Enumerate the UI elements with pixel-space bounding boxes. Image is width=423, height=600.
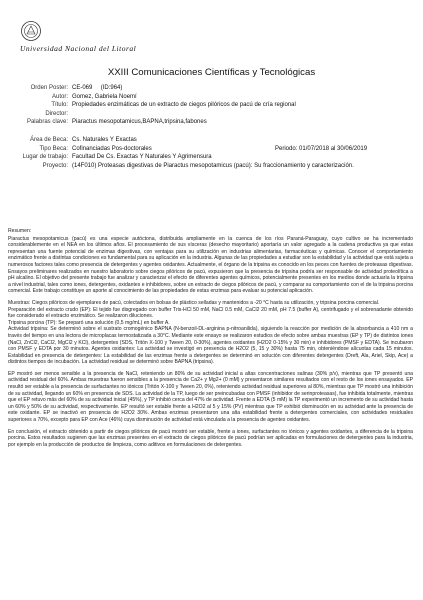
resumen-heading: Resumen:	[8, 228, 32, 234]
paragraph-actividad: Actividad tripsina: Se determinó sobre el sustrato cromogénico BAPNA (N-benzoil-DL-arginina p-nitroanilida), siguiendo la reacción por medición de la absorbancia a 410 nm a través del tiempo en una lectora de microplacas termostatizada a 30°C. Mediante este ensayo se realizaron estudios de efecto sobre ambas muestras (EP y TP) de distintos iones (NaCl, ZnCl2, CaCl2, MgCl2 y KCl), detergentes (SDS, Tritón X-100 y Tween 20, 0-30%), agentes oxidantes (H2O2 0-15% y 30 min) e inhibidores (PMSF y EDTA). Se incubaron con PMSF y EDTA por 30 minutos. Agentes oxidantes: La actividad se investigó en presencia de H2O2 (5, 15 y 30%) hasta 75 min, obteniéndose alícuotas cada 15 minutos. Estabilidad en presencia de detergentes: La estabilidad de las enzimas frente a detergentes se determinó en solución con diferentes detergentes (Dreft, Ala, Ariel, Skip, Ace) a distintos tiempos de incubación. La actividad residual se determinó sobre BAPNA (tripsina).	[8, 326, 413, 366]
meta-gap	[0, 127, 423, 136]
orden-value-group	[72, 84, 122, 93]
autor-label: Autor:	[51, 93, 68, 100]
paragraph-conclusion: En conclusión, el extracto obtenido a partir de ciegos pilóricos de pacú mostró ser estable, frente a iones, surfactantes no iónicos y agentes oxidantes, a diferencia de la tripsina porcina. Estos resultados sugieren que las enzimas presentes en el extracto de ciegos pilóricos de pacú podrían ser aplicadas en formulaciones de detergentes para la industria, por ejemplo en la producción de productos de limpieza, como aditivos en formulaciones de detergentes.	[8, 428, 413, 448]
autor-value: Gomez, Gabriela Noemí	[72, 93, 137, 100]
meta-row-titulo	[0, 101, 423, 110]
meta-row-autor	[0, 93, 423, 102]
meta-row-tipo	[0, 145, 423, 154]
page-title: XXIII Comunicaciones Científicas y Tecnológicas	[107, 67, 316, 78]
paragraph-muestras: Muestras: Ciegos pilóricos de ejemplares de pacú, colectados en bolsas de plástico selladas y mantenidos a -20 °C hasta su utilización, y tripsina porcina comercial.	[8, 299, 380, 306]
paragraph-intro: Piaractus mesopotamicus (pacú) es una especie autóctona, distribuida ampliamente en la cuenca de los ríos Paraná-Paraguay, cuyo cultivo se ha incrementado considerablemente en el NEA en los últimos años. El procesamiento de sus vísceras (desecho mayoritario) aportaría un valor agregado a la cadena productiva ya que estas representan una fuente potencial de enzimas digestivas, con ventajas para su utilización en industrias alimentarias, farmacéuticas y químicas. Conocer el comportamiento enzimático frente a distintas condiciones es fundamental para su aplicación en la industria. Algunas de las propiedades a estudiar son la estabilidad y la actividad que está sujeta a numerosos factores tales como presencia de detergentes y agentes oxidantes. Actualmente, el órgano de la tripsina es conocido en los peces con fuentes de proteasas digestivas. Ensayos preliminares realizados en nuestro laboratorio sobre ciegos pilóricos de pacú, expusieron que la presencia de tripsina podría ser responsable de actividad proteolítica a pH alcalino. El objetivo del presente trabajo fue analizar y caracterizar el efecto de diferentes agentes químicos, potencialmente presentes en los medios donde actuaría la tripsina a nivel industrial, tales como iones, detergentes, oxidantes e inhibidores, sobre un extracto de ciegos pilóricos de pacú, y comparar su comportamiento con el de la tripsina porcina comercial. Este trabajo constituye un aporte al conocimiento de las propiedades de estas enzimas para evaluar su potencial aplicación.	[8, 235, 413, 295]
proyecto-label: Proyecto:	[42, 162, 68, 169]
paragraph-tripsina: Tripsina porcina (TP): Se preparó una solución (0,5 mg/mL) en buffer A.	[8, 319, 170, 326]
lugar-value: Facultad De Cs. Exactas Y Naturales Y Agrimensura	[72, 154, 212, 161]
meta-row-director	[0, 110, 423, 119]
titulo-value: Propiedades enzimáticas de un extracto de ciegos pilóricos de pacú de cría regional	[72, 102, 296, 109]
area-label: Área de Beca:	[29, 136, 68, 143]
palabras-label: Palabras clave:	[26, 119, 68, 126]
paragraph-extracto: Preparación del extracto crudo (EP): El tejido fue disgregado con buffer Tris-HCl 50 mM, NaCl 0.5 mM, CaCl2 20 mM, pH 7.5 (buffer A), centrifugado y el sobrenadante obtenido fue considerado el extracto enzimático. Se realizaron diluciones.	[8, 306, 413, 320]
palabras-value: Piaractus mesopotamicus,BAPNA,tripsina,fabones	[72, 119, 207, 126]
meta-row-orden	[0, 84, 423, 93]
tipo-value: Cofinanciadas Pos-doctorales	[72, 145, 152, 152]
tipo-label: Tipo Beca:	[39, 145, 68, 152]
orden-label: Orden Poster:	[30, 85, 68, 91]
meta-row-lugar	[0, 153, 423, 162]
meta-row-area	[0, 136, 423, 145]
orden-value: CE-069	[72, 85, 93, 91]
area-value: Cs. Naturales Y Exactas	[72, 136, 137, 143]
university-seal-icon	[20, 20, 42, 42]
paragraph-resultados: EP mostró ser menos sensible a la presencia de NaCl, reteniendo un 80% de su actividad inicial a altas concentraciones salinas (30% p/v), mientras que TP presentó una actividad residual del 60%. Ambas muestras fueron sensibles a la presencia de Ca2+ y Mg2+ (0 mM) y presentaron similares resultados con el resto de los iones ensayados. EP resultó ser estable a la presencia de surfactantes no iónicos (Tritón X-100 y Tween 20, 0%), reteniendo actividad residual superiores al 80%, mientras que TP mostró una inhibición de su actividad, llegando un 60% en presencia de SDS. La actividad de la TP, luego de ser preincubadas con PMSF (inhibidor de serinproteasas), fue inhibida totalmente, mientras que el EP retuvo más del 60% de su actividad inicial (45%), y TP inhibió cerca del 47% de actividad. Frente a EDTA (5 mM) la TP experimentó un incremento de su actividad hasta un 60% y 50% de su actividad, respectivamente. EP resultó ser estable frente a H2O2 al 5 y 15% (PV) mientras que TP exhibió disminución en su actividad ante la presencia de este oxidante. EP se inactivó en presencia de H2O2 30%. Ambas enzimas presentaron una alta estabilidad frente a detergentes comerciales, con actividades residuales superiores a 70%, excepto para EP con Ace (46%) cuya disminución de actividad está vinculada a la presencia de agentes oxidantes.	[8, 370, 413, 424]
proyecto-value: (14F010) Proteasas digestivas de Piaractus mesopotamicus (pacú): Su fraccionamiento y caracterización.	[72, 162, 354, 169]
director-label: Director:	[45, 110, 68, 117]
periodo-value: Periodo: 01/07/2018 al 30/06/2019	[275, 145, 368, 152]
orden-code: (ID:964)	[100, 85, 123, 91]
titulo-label: Título:	[51, 102, 68, 109]
abstract-body	[8, 228, 413, 453]
metadata-block	[0, 84, 423, 170]
lugar-label: Lugar de trabajo:	[22, 154, 68, 161]
meta-row-proyecto	[0, 162, 423, 171]
meta-row-palabras	[0, 118, 423, 127]
university-logo	[20, 20, 160, 60]
university-name: Universidad Nacional del Litoral	[20, 44, 137, 53]
